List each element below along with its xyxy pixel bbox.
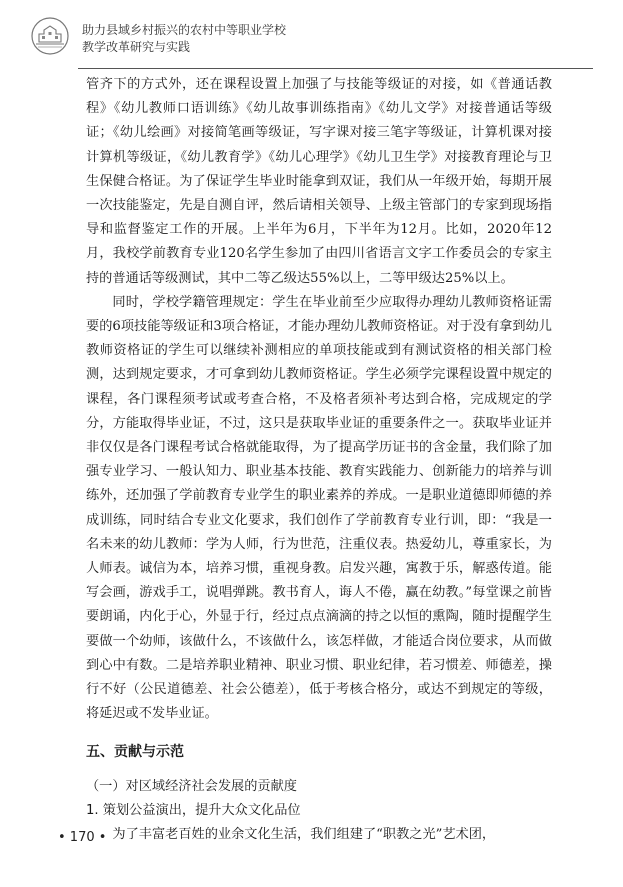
page-number: • 170 • (58, 830, 107, 845)
page-body (86, 73, 552, 847)
school-building-icon (30, 16, 70, 56)
running-head-line2: 教学改革研究与实践 (82, 40, 191, 54)
section-heading: 五、贡献与示范 (86, 744, 184, 761)
paragraph-1: 管齐下的方式外，还在课程设置上加强了与技能等级证的对接，如《普通话教程》《幼儿教师口语训练》《幼儿故事训练指南》《幼儿文学》对接普通话等级证；《幼儿绘画》对接简笔画等级证，写字课对接三笔字等级证，计算机课对接计算机等级证，《幼儿教育学》《幼儿心理学》《幼儿卫生学》对接教育理论与卫生保健合格证。为了保证学生毕业时能拿到双证，我们从一年级开始，每期开展一次技能鉴定，先是自测自评，然后请相关领导、上级主管部门的专家到现场指导和监督鉴定工作的开展。上半年为6月，下半年为12月。比如，2020年12月，我校学前教育专业120名学生参加了由四川省语言文字工作委员会的专家主持的普通话等级测试，其中二等乙级达55%以上，二等甲级达25%以上。 (86, 77, 552, 286)
running-head-line1: 助力县域乡村振兴的农村中等职业学校 (82, 23, 287, 37)
subsubsection-heading: 1. 策划公益演出，提升大众文化品位 (86, 802, 301, 818)
subsection-heading: （一）对区域经济社会发展的贡献度 (86, 778, 297, 794)
paragraph-2: 同时，学校学籍管理规定：学生在毕业前至少应取得办理幼儿教师资格证需要的6项技能等级证和3项合格证，才能办理幼儿教师资格证。对于没有拿到幼儿教师资格证的学生可以继续补测相应的单项技能或到有测试资格的相关部门检测，达到规定要求，才可拿到幼儿教师资格证。学生必须学完课程设置中规定的课程，各门课程须考试或考查合格，不及格者须补考达到合格，完成规定的学分，方能取得毕业证，不过，这只是获取毕业证的重要条件之一。获取毕业证并非仅仅是各门课程考试合格就能取得，为了提高学历证书的含金量，我们除了加强专业学习、一般认知力、职业基本技能、教育实践能力、创新能力的培养与训练外，还加强了学前教育专业学生的职业素养的养成。一是职业道德即师德的养成训练，同时结合专业文化要求，我们创作了学前教育专业行训，即：“我是一名未来的幼儿教师：学为人师，行为世范，注重仪表。热爱幼儿，尊重家长，为人师表。诚信为本，培养习惯，重视身教。启发兴趣，寓教于乐，解惑传道。能写会画，游戏手工，说唱弹跳。教书育人，诲人不倦，赢在幼教。”每堂课之前皆要朗诵，内化于心，外显于行，经过点点滴滴的持之以恒的熏陶，随时提醒学生要做一个幼师，该做什么，不该做什么，该怎样做，才能适合岗位要求，从而做到心中有数。二是培养职业精神、职业习惯、职业纪律，若习惯差、师德差，操行不好（公民道德差、社会公德差），低于考核合格分，或达不到规定的等级，将延迟或不发毕业证。 (86, 294, 552, 722)
page-header (30, 14, 593, 64)
running-head (82, 22, 286, 56)
paragraph-3: 为了丰富老百姓的业余文化生活，我们组建了“职教之光”艺术团， (112, 827, 496, 843)
header-divider (78, 68, 593, 69)
